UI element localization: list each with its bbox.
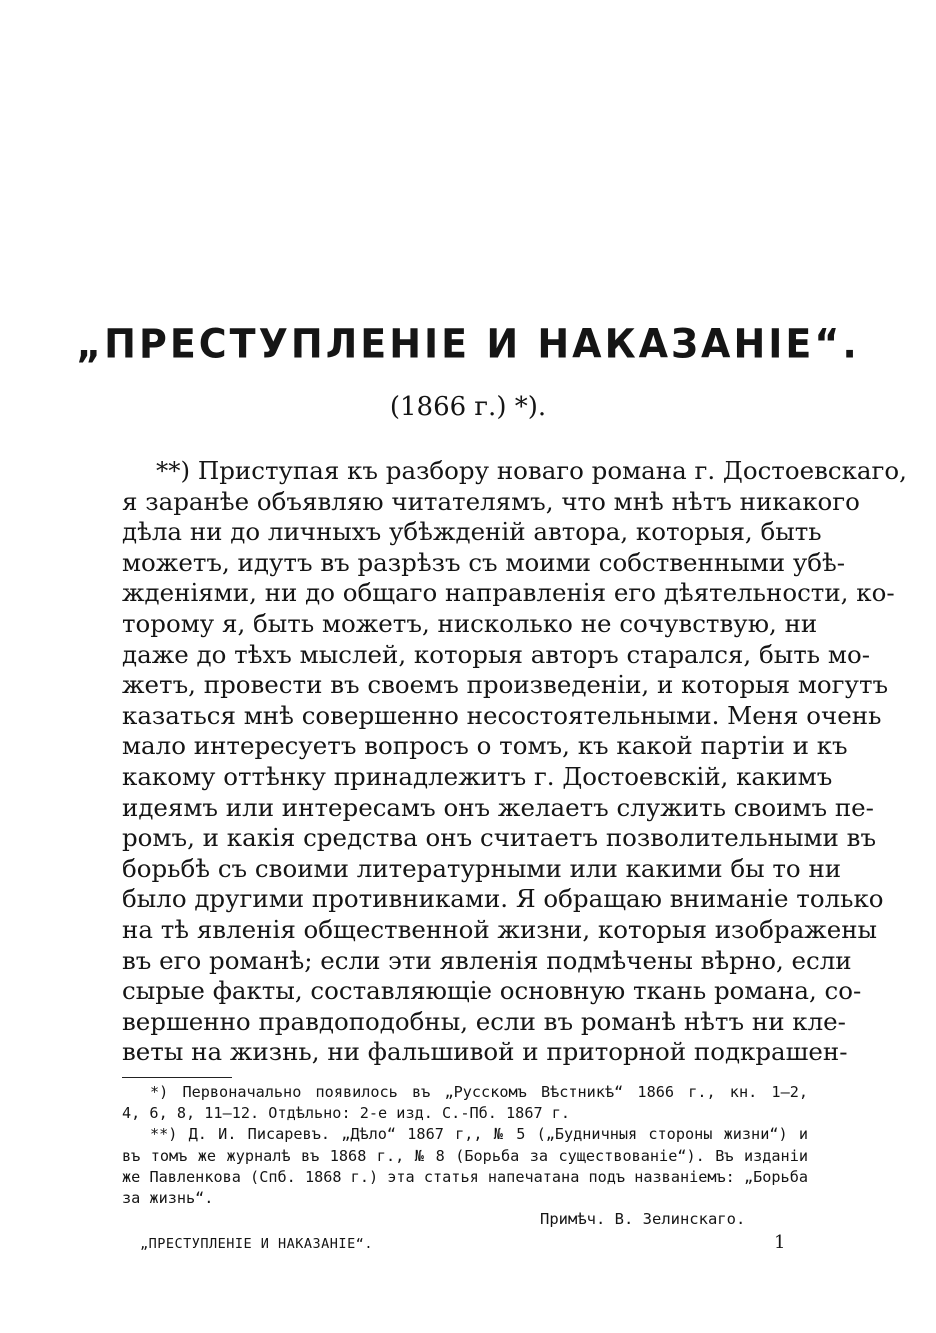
body-line: какому оттѣнку принадлежитъ г. Достоевскій, какимъ — [122, 761, 833, 791]
page-number: 1 — [774, 1232, 786, 1253]
body-line: веты на жизнь, ни фальшивой и приторной подкрашен- — [122, 1037, 848, 1067]
footnote-line: *) Первоначально появилось въ „Русскомъ Вѣстникѣ“ 1866 г., кн. 1—2, — [150, 1083, 808, 1101]
body-line: ромъ, и какія средства онъ считаетъ позволительными въ — [122, 823, 877, 853]
body-text — [122, 456, 907, 1068]
chapter-title: „ПРЕСТУПЛЕНІЕ И НАКАЗАНІЕ“. — [76, 320, 860, 368]
body-line: дѣла ни до личныхъ убѣжденій автора, которыя, быть — [122, 517, 822, 547]
running-footer: „ПРЕСТУПЛЕНІЕ И НАКАЗАНІЕ“. — [140, 1236, 373, 1252]
body-line: было другими противниками. Я обращаю вниманіе только — [122, 884, 884, 914]
body-line: сырые факты, составляющіе основную ткань романа, со- — [122, 976, 862, 1006]
body-line: торому я, быть можетъ, нисколько не сочувствую, ни — [122, 608, 818, 638]
footnote-line: въ томъ же журналѣ въ 1868 г., № 8 (Борьба за существованіе“). Въ изданіи — [122, 1146, 808, 1165]
chapter-subtitle: (1866 г.) *). — [389, 392, 547, 422]
footnote-line: 4, 6, 8, 11—12. Отдѣльно: 2-е изд. С.-Пб. 1867 г. — [122, 1104, 571, 1123]
body-line: **) Приступая къ разбору новаго романа г. Достоевскаго, — [156, 456, 907, 485]
body-line: вершенно правдоподобны, если въ романѣ нѣтъ ни кле- — [122, 1006, 846, 1036]
footnote-line: **) Д. И. Писаревъ. „Дѣло“ 1867 г,, № 5 („Будничныя стороны жизни“) и — [150, 1125, 808, 1144]
body-line: жетъ, провести въ своемъ произведеніи, и которыя могутъ — [122, 670, 889, 700]
body-line: казаться мнѣ совершенно несостоятельными. Меня очень — [122, 700, 882, 730]
footnotes — [122, 1082, 808, 1209]
footnote-line: за жизнь“. — [122, 1188, 214, 1207]
body-line: въ его романѣ; если эти явленія подмѣчены вѣрно, если — [122, 945, 852, 975]
body-line: на тѣ явленія общественной жизни, которыя изображены — [122, 914, 878, 944]
body-line: жденіями, ни до общаго направленія его дѣятельности, ко- — [122, 578, 895, 608]
body-line: я заранѣе объявляю читателямъ, что мнѣ нѣтъ никакого — [122, 486, 860, 516]
body-line: даже до тѣхъ мыслей, которыя авторъ старался, быть мо- — [122, 639, 870, 669]
editor-note-signature: Примѣч. В. Зелинскаго. — [540, 1210, 746, 1228]
body-line: мало интересуетъ вопросъ о томъ, къ какой партіи и къ — [122, 731, 848, 761]
footnote-line: же Павленкова (Спб. 1868 г.) эта статья напечатана подъ названіемъ: „Борьба — [122, 1167, 808, 1186]
footnote-divider — [122, 1077, 232, 1078]
body-line: борьбѣ съ своими литературными или какими бы то ни — [122, 853, 842, 883]
body-line: идеямъ или интересамъ онъ желаетъ служить своимъ пе- — [122, 792, 874, 822]
body-line: можетъ, идутъ въ разрѣзъ съ моими собственными убѣ- — [122, 547, 846, 577]
